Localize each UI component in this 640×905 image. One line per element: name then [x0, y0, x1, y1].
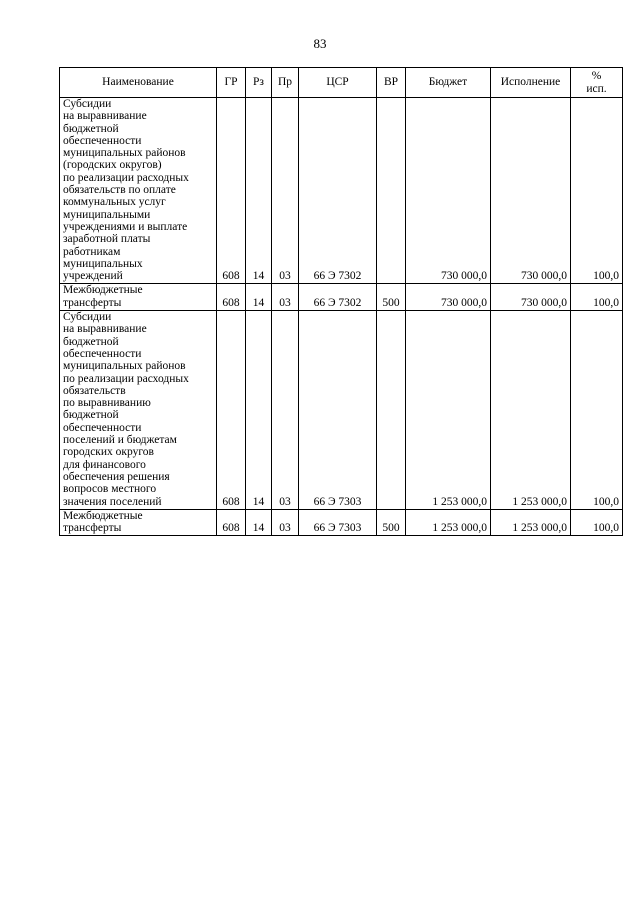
- cell-execution: 1 253 000,0: [491, 311, 571, 510]
- name-line: обеспеченности: [63, 347, 142, 360]
- table-header-row: [60, 68, 623, 98]
- name-line: муниципальных районов: [63, 360, 186, 373]
- header-percent: [571, 68, 623, 98]
- name-line: муниципальными: [63, 208, 151, 221]
- header-execution: Исполнение: [491, 68, 571, 98]
- cell-rz: 14: [246, 98, 272, 284]
- cell-csr: 66 Э 7303: [299, 509, 377, 536]
- cell-name: [60, 311, 217, 510]
- header-budget: Бюджет: [406, 68, 491, 98]
- name-line: значения поселений: [63, 495, 162, 508]
- cell-vr: [377, 98, 406, 284]
- header-percent-line: %: [591, 69, 602, 82]
- header-rz: Рз: [246, 68, 272, 98]
- header-name: Наименование: [60, 68, 217, 98]
- cell-budget: 730 000,0: [406, 98, 491, 284]
- name-line: вопросов местного: [63, 483, 157, 496]
- name-line: для финансового: [63, 458, 146, 471]
- header-percent-line: исп.: [586, 82, 607, 95]
- cell-vr: 500: [377, 284, 406, 311]
- name-line: муниципальных районов: [63, 147, 186, 160]
- name-line: обязательств: [63, 384, 126, 397]
- name-line: по реализации расходных: [63, 171, 189, 184]
- cell-budget: 730 000,0: [406, 284, 491, 311]
- name-line: на выравнивание: [63, 323, 147, 336]
- cell-rz: 14: [246, 284, 272, 311]
- name-line: поселений и бюджетам: [63, 434, 177, 447]
- cell-percent: 100,0: [571, 311, 623, 510]
- cell-rz: 14: [246, 311, 272, 510]
- page-number: 83: [313, 36, 327, 51]
- name-line: бюджетной: [63, 122, 119, 135]
- name-line: бюджетной: [63, 409, 119, 422]
- name-line: обеспечения решения: [63, 470, 170, 483]
- cell-rz: 14: [246, 509, 272, 536]
- name-line: по выравниванию: [63, 397, 151, 410]
- budget-table: [59, 67, 623, 536]
- table-row: [60, 509, 623, 536]
- cell-csr: 66 Э 7302: [299, 98, 377, 284]
- cell-name: [60, 98, 217, 284]
- header-csr: ЦСР: [299, 68, 377, 98]
- name-line: бюджетной: [63, 335, 119, 348]
- name-line: учреждений: [63, 270, 123, 283]
- cell-gr: 608: [217, 98, 246, 284]
- name-line: обязательств по оплате: [63, 184, 176, 197]
- name-line: Межбюджетные: [63, 509, 143, 522]
- name-line: Субсидии: [63, 98, 112, 110]
- cell-pr: 03: [272, 311, 299, 510]
- cell-csr: 66 Э 7303: [299, 311, 377, 510]
- name-line: по реализации расходных: [63, 372, 189, 385]
- name-line: трансферты: [63, 522, 122, 535]
- cell-vr: 500: [377, 509, 406, 536]
- cell-pr: 03: [272, 509, 299, 536]
- header-pr: Пр: [272, 68, 299, 98]
- name-line: городских округов: [63, 446, 154, 459]
- cell-percent: 100,0: [571, 284, 623, 311]
- name-line: обеспеченности: [63, 134, 142, 147]
- cell-pr: 03: [272, 284, 299, 311]
- name-line: учреждениями и выплате: [63, 220, 188, 233]
- table-row: [60, 311, 623, 510]
- table-row: [60, 284, 623, 311]
- cell-budget: 1 253 000,0: [406, 311, 491, 510]
- name-line: коммунальных услуг: [63, 196, 166, 209]
- cell-execution: 730 000,0: [491, 284, 571, 311]
- name-line: (городских округов): [63, 159, 162, 172]
- cell-name: [60, 284, 217, 311]
- name-line: на выравнивание: [63, 110, 147, 123]
- name-line: Межбюджетные: [63, 284, 143, 297]
- cell-gr: 608: [217, 284, 246, 311]
- name-line: заработной платы: [63, 233, 151, 246]
- name-line: муниципальных: [63, 257, 143, 270]
- cell-execution: 730 000,0: [491, 98, 571, 284]
- cell-budget: 1 253 000,0: [406, 509, 491, 536]
- cell-name: [60, 509, 217, 536]
- cell-gr: 608: [217, 311, 246, 510]
- name-line: обеспеченности: [63, 421, 142, 434]
- cell-execution: 1 253 000,0: [491, 509, 571, 536]
- name-line: Субсидии: [63, 311, 112, 324]
- header-vr: ВР: [377, 68, 406, 98]
- cell-percent: 100,0: [571, 98, 623, 284]
- table-row: [60, 98, 623, 284]
- cell-csr: 66 Э 7302: [299, 284, 377, 311]
- cell-pr: 03: [272, 98, 299, 284]
- name-line: работникам: [63, 245, 121, 258]
- name-line: трансферты: [63, 296, 122, 309]
- cell-vr: [377, 311, 406, 510]
- cell-percent: 100,0: [571, 509, 623, 536]
- cell-gr: 608: [217, 509, 246, 536]
- header-gr: ГР: [217, 68, 246, 98]
